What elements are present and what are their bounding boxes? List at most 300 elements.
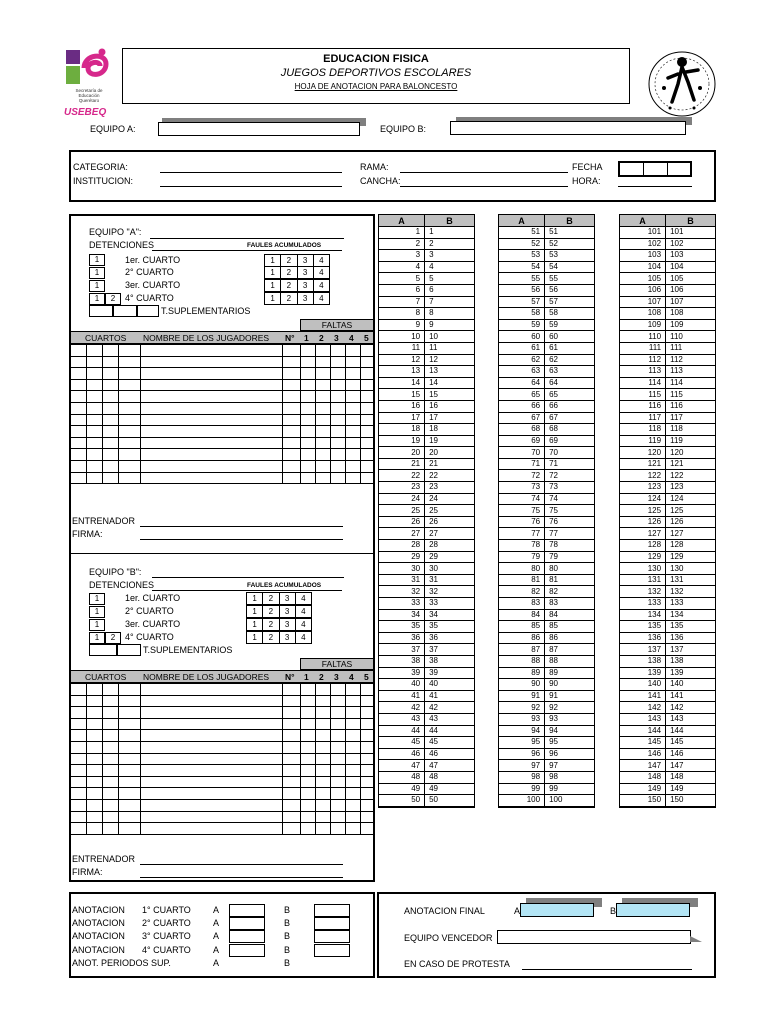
player-cell[interactable]: [316, 707, 331, 719]
player-cell[interactable]: [346, 823, 361, 835]
score-cell-a[interactable]: 73: [499, 482, 545, 494]
player-cell[interactable]: [103, 414, 119, 426]
score-cell-b[interactable]: 72: [545, 470, 594, 482]
score-cell-b[interactable]: 78: [545, 540, 594, 552]
score-cell-b[interactable]: 95: [545, 737, 594, 749]
score-cell-a[interactable]: 8: [379, 308, 425, 320]
foul-cell[interactable]: 3: [298, 267, 314, 278]
score-cell-b[interactable]: 14: [425, 377, 474, 389]
score-cell-a[interactable]: 60: [499, 331, 545, 343]
score-cell-b[interactable]: 74: [545, 493, 594, 505]
score-cell-b[interactable]: 91: [545, 690, 594, 702]
score-cell-a[interactable]: 144: [620, 725, 666, 737]
player-cell[interactable]: [141, 414, 283, 426]
player-cell[interactable]: [361, 460, 375, 472]
team-a-input[interactable]: [158, 122, 360, 136]
score-cell-a[interactable]: 2: [379, 238, 425, 250]
player-cell[interactable]: [71, 437, 87, 449]
score-cell-b[interactable]: 48: [425, 771, 474, 783]
score-cell-b[interactable]: 32: [425, 586, 474, 598]
score-cell-b[interactable]: 39: [425, 667, 474, 679]
score-cell-a[interactable]: 70: [499, 447, 545, 459]
player-cell[interactable]: [331, 426, 346, 438]
foul-cell[interactable]: 1: [247, 619, 263, 630]
score-cell-a[interactable]: 93: [499, 713, 545, 725]
score-cell-b[interactable]: 37: [425, 644, 474, 656]
score-cell-b[interactable]: 137: [666, 644, 715, 656]
score-cell-b[interactable]: 44: [425, 725, 474, 737]
final-a-input[interactable]: [520, 903, 594, 917]
player-cell[interactable]: [316, 823, 331, 835]
score-cell-a[interactable]: 109: [620, 319, 666, 331]
score-cell-b[interactable]: 28: [425, 540, 474, 552]
player-cell[interactable]: [316, 437, 331, 449]
player-cell[interactable]: [331, 788, 346, 800]
foul-cell[interactable]: 4: [319, 294, 324, 303]
player-cell[interactable]: [301, 345, 316, 357]
player-cell[interactable]: [87, 695, 103, 707]
player-cell[interactable]: [361, 695, 375, 707]
score-cell-b[interactable]: 19: [425, 435, 474, 447]
player-cell[interactable]: [283, 811, 301, 823]
score-cell-a[interactable]: 72: [499, 470, 545, 482]
score-cell-b[interactable]: 8: [425, 308, 474, 320]
score-cell-a[interactable]: 17: [379, 412, 425, 424]
player-cell[interactable]: [301, 449, 316, 461]
score-cell-b[interactable]: 58: [545, 308, 594, 320]
player-cell[interactable]: [87, 718, 103, 730]
foul-cell[interactable]: 3: [298, 293, 314, 304]
score-cell-b[interactable]: 47: [425, 760, 474, 772]
score-cell-b[interactable]: 22: [425, 470, 474, 482]
player-cell[interactable]: [103, 460, 119, 472]
player-cell[interactable]: [103, 368, 119, 380]
score-cell-a[interactable]: 18: [379, 424, 425, 436]
player-cell[interactable]: [361, 799, 375, 811]
player-cell[interactable]: [103, 811, 119, 823]
score-cell-a[interactable]: 39: [379, 667, 425, 679]
player-cell[interactable]: [119, 707, 141, 719]
score-cell-a[interactable]: 37: [379, 644, 425, 656]
score-cell-a[interactable]: 24: [379, 493, 425, 505]
score-cell-b[interactable]: 31: [425, 574, 474, 586]
score-cell-b[interactable]: 103: [666, 250, 715, 262]
score-cell-a[interactable]: 21: [379, 458, 425, 470]
player-cell[interactable]: [119, 460, 141, 472]
foul-cell[interactable]: 2: [281, 280, 297, 291]
player-cell[interactable]: [141, 460, 283, 472]
score-cell-a[interactable]: 76: [499, 516, 545, 528]
score-cell-b[interactable]: 16: [425, 400, 474, 412]
score-cell-a[interactable]: 133: [620, 598, 666, 610]
score-cell-a[interactable]: 87: [499, 644, 545, 656]
score-cell-a[interactable]: 35: [379, 621, 425, 633]
detention-box[interactable]: 1: [89, 606, 105, 618]
player-cell[interactable]: [301, 437, 316, 449]
player-cell[interactable]: [283, 741, 301, 753]
player-cell[interactable]: [119, 426, 141, 438]
score-cell-a[interactable]: 88: [499, 655, 545, 667]
player-cell[interactable]: [103, 776, 119, 788]
score-cell-a[interactable]: 50: [379, 795, 425, 807]
foul-cell[interactable]: 2: [281, 293, 297, 304]
player-cell[interactable]: [141, 449, 283, 461]
score-cell-b[interactable]: 114: [666, 377, 715, 389]
score-cell-a[interactable]: 3: [379, 250, 425, 262]
foul-row[interactable]: [246, 592, 312, 605]
score-cell-a[interactable]: 20: [379, 447, 425, 459]
player-cell[interactable]: [346, 695, 361, 707]
score-cell-a[interactable]: 31: [379, 574, 425, 586]
score-cell-b[interactable]: 43: [425, 713, 474, 725]
foul-cell[interactable]: 4: [319, 281, 324, 290]
score-cell-a[interactable]: 100: [499, 795, 545, 807]
score-cell-a[interactable]: 123: [620, 482, 666, 494]
player-cell[interactable]: [87, 788, 103, 800]
player-cell[interactable]: [87, 753, 103, 765]
player-cell[interactable]: [301, 776, 316, 788]
score-cell-a[interactable]: 65: [499, 389, 545, 401]
player-cell[interactable]: [87, 799, 103, 811]
player-cell[interactable]: [87, 402, 103, 414]
score-cell-a[interactable]: 42: [379, 702, 425, 714]
entrenador-field[interactable]: [140, 526, 343, 527]
score-cell-a[interactable]: 48: [379, 771, 425, 783]
score-cell-a[interactable]: 119: [620, 435, 666, 447]
player-cell[interactable]: [71, 753, 87, 765]
player-cell[interactable]: [119, 811, 141, 823]
quarter-score-b-input[interactable]: [314, 904, 350, 917]
score-cell-a[interactable]: 130: [620, 563, 666, 575]
score-cell-a[interactable]: 117: [620, 412, 666, 424]
player-cell[interactable]: [103, 741, 119, 753]
player-cell[interactable]: [301, 379, 316, 391]
score-column[interactable]: [378, 214, 475, 808]
player-cell[interactable]: [316, 391, 331, 403]
score-cell-a[interactable]: 106: [620, 284, 666, 296]
player-cell[interactable]: [301, 730, 316, 742]
score-cell-a[interactable]: 23: [379, 482, 425, 494]
score-cell-b[interactable]: 94: [545, 725, 594, 737]
player-cell[interactable]: [103, 391, 119, 403]
score-cell-b[interactable]: 81: [545, 574, 594, 586]
player-cell[interactable]: [283, 799, 301, 811]
score-cell-b[interactable]: 56: [545, 284, 594, 296]
player-cell[interactable]: [331, 707, 346, 719]
player-cell[interactable]: [103, 788, 119, 800]
score-cell-b[interactable]: 109: [666, 319, 715, 331]
player-cell[interactable]: [283, 823, 301, 835]
player-cell[interactable]: [141, 345, 283, 357]
player-cell[interactable]: [361, 730, 375, 742]
score-cell-b[interactable]: 38: [425, 655, 474, 667]
player-cell[interactable]: [119, 472, 141, 484]
hora-field[interactable]: [618, 186, 692, 187]
score-cell-b[interactable]: 6: [425, 284, 474, 296]
player-cell[interactable]: [71, 391, 87, 403]
score-cell-a[interactable]: 125: [620, 505, 666, 517]
player-cell[interactable]: [331, 741, 346, 753]
player-cell[interactable]: [316, 695, 331, 707]
score-cell-b[interactable]: 7: [425, 296, 474, 308]
player-cell[interactable]: [361, 811, 375, 823]
score-cell-b[interactable]: 145: [666, 737, 715, 749]
player-cell[interactable]: [346, 799, 361, 811]
player-cell[interactable]: [331, 345, 346, 357]
player-cell[interactable]: [87, 449, 103, 461]
player-cell[interactable]: [119, 753, 141, 765]
player-cell[interactable]: [331, 753, 346, 765]
score-cell-b[interactable]: 53: [545, 250, 594, 262]
player-cell[interactable]: [346, 379, 361, 391]
score-cell-a[interactable]: 56: [499, 284, 545, 296]
score-cell-b[interactable]: 27: [425, 528, 474, 540]
player-cell[interactable]: [119, 799, 141, 811]
score-cell-a[interactable]: 94: [499, 725, 545, 737]
score-cell-b[interactable]: 134: [666, 609, 715, 621]
detention-box[interactable]: 1: [89, 632, 105, 644]
score-cell-a[interactable]: 51: [499, 227, 545, 239]
score-cell-a[interactable]: 141: [620, 690, 666, 702]
player-cell[interactable]: [87, 426, 103, 438]
score-cell-a[interactable]: 74: [499, 493, 545, 505]
foul-cell[interactable]: 1: [247, 632, 263, 643]
score-cell-a[interactable]: 147: [620, 760, 666, 772]
player-cell[interactable]: [87, 472, 103, 484]
score-cell-b[interactable]: 60: [545, 331, 594, 343]
player-cell[interactable]: [283, 391, 301, 403]
score-cell-b[interactable]: 117: [666, 412, 715, 424]
score-cell-b[interactable]: 66: [545, 400, 594, 412]
foul-row[interactable]: [264, 266, 330, 279]
vencedor-input[interactable]: [497, 930, 691, 944]
foul-cell[interactable]: 3: [280, 593, 296, 604]
score-cell-a[interactable]: 111: [620, 342, 666, 354]
player-cell[interactable]: [316, 368, 331, 380]
score-cell-a[interactable]: 12: [379, 354, 425, 366]
player-cell[interactable]: [87, 414, 103, 426]
player-cell[interactable]: [103, 730, 119, 742]
score-cell-a[interactable]: 16: [379, 400, 425, 412]
player-cell[interactable]: [301, 356, 316, 368]
score-cell-b[interactable]: 96: [545, 748, 594, 760]
score-cell-a[interactable]: 127: [620, 528, 666, 540]
score-cell-b[interactable]: 143: [666, 713, 715, 725]
player-cell[interactable]: [331, 437, 346, 449]
score-cell-b[interactable]: 102: [666, 238, 715, 250]
score-cell-b[interactable]: 62: [545, 354, 594, 366]
score-cell-b[interactable]: 144: [666, 725, 715, 737]
player-cell[interactable]: [103, 345, 119, 357]
player-cell[interactable]: [346, 811, 361, 823]
player-cell[interactable]: [361, 426, 375, 438]
score-cell-a[interactable]: 128: [620, 540, 666, 552]
player-cell[interactable]: [119, 765, 141, 777]
score-cell-b[interactable]: 80: [545, 563, 594, 575]
score-cell-b[interactable]: 15: [425, 389, 474, 401]
player-cell[interactable]: [361, 684, 375, 696]
score-cell-b[interactable]: 61: [545, 342, 594, 354]
player-cell[interactable]: [71, 730, 87, 742]
score-cell-a[interactable]: 132: [620, 586, 666, 598]
team-b-input[interactable]: [450, 121, 686, 135]
score-cell-b[interactable]: 150: [666, 795, 715, 807]
score-cell-b[interactable]: 110: [666, 331, 715, 343]
score-cell-b[interactable]: 127: [666, 528, 715, 540]
score-cell-b[interactable]: 124: [666, 493, 715, 505]
player-cell[interactable]: [71, 460, 87, 472]
player-cell[interactable]: [103, 695, 119, 707]
score-cell-b[interactable]: 97: [545, 760, 594, 772]
score-cell-b[interactable]: 128: [666, 540, 715, 552]
score-cell-b[interactable]: 149: [666, 783, 715, 795]
player-cell[interactable]: [346, 472, 361, 484]
player-cell[interactable]: [316, 799, 331, 811]
score-cell-b[interactable]: 26: [425, 516, 474, 528]
player-cell[interactable]: [331, 379, 346, 391]
player-cell[interactable]: [87, 684, 103, 696]
score-cell-b[interactable]: 104: [666, 261, 715, 273]
score-cell-a[interactable]: 19: [379, 435, 425, 447]
score-cell-a[interactable]: 112: [620, 354, 666, 366]
score-cell-b[interactable]: 101: [666, 227, 715, 239]
player-cell[interactable]: [331, 695, 346, 707]
detention-box[interactable]: 1: [89, 619, 105, 631]
score-cell-a[interactable]: 47: [379, 760, 425, 772]
score-cell-a[interactable]: 121: [620, 458, 666, 470]
player-cell[interactable]: [346, 707, 361, 719]
score-cell-b[interactable]: 132: [666, 586, 715, 598]
detention-box[interactable]: 1: [89, 593, 105, 605]
score-cell-b[interactable]: 29: [425, 551, 474, 563]
player-cell[interactable]: [119, 414, 141, 426]
score-cell-a[interactable]: 68: [499, 424, 545, 436]
player-cell[interactable]: [316, 788, 331, 800]
score-cell-a[interactable]: 138: [620, 655, 666, 667]
score-cell-a[interactable]: 64: [499, 377, 545, 389]
score-cell-b[interactable]: 113: [666, 366, 715, 378]
score-cell-b[interactable]: 98: [545, 771, 594, 783]
player-cell[interactable]: [331, 391, 346, 403]
player-cell[interactable]: [141, 368, 283, 380]
score-cell-a[interactable]: 22: [379, 470, 425, 482]
score-cell-a[interactable]: 86: [499, 632, 545, 644]
player-cell[interactable]: [361, 414, 375, 426]
score-cell-b[interactable]: 119: [666, 435, 715, 447]
player-cell[interactable]: [316, 684, 331, 696]
score-cell-b[interactable]: 141: [666, 690, 715, 702]
suplementarios-box[interactable]: [89, 644, 117, 656]
player-cell[interactable]: [283, 788, 301, 800]
player-cell[interactable]: [87, 356, 103, 368]
score-cell-a[interactable]: 75: [499, 505, 545, 517]
player-cell[interactable]: [87, 811, 103, 823]
score-cell-b[interactable]: 50: [425, 795, 474, 807]
firma-field[interactable]: [140, 877, 343, 878]
score-cell-a[interactable]: 139: [620, 667, 666, 679]
foul-cell[interactable]: 4: [319, 256, 324, 265]
player-cell[interactable]: [316, 811, 331, 823]
player-cell[interactable]: [141, 472, 283, 484]
score-cell-a[interactable]: 59: [499, 319, 545, 331]
player-cell[interactable]: [87, 437, 103, 449]
player-cell[interactable]: [71, 379, 87, 391]
player-cell[interactable]: [103, 753, 119, 765]
player-cell[interactable]: [283, 776, 301, 788]
player-cell[interactable]: [361, 788, 375, 800]
score-cell-b[interactable]: 67: [545, 412, 594, 424]
foul-cell[interactable]: 3: [280, 619, 296, 630]
score-cell-b[interactable]: 49: [425, 783, 474, 795]
player-cell[interactable]: [119, 823, 141, 835]
categoria-field[interactable]: [160, 172, 342, 173]
player-cell[interactable]: [87, 379, 103, 391]
score-cell-b[interactable]: 2: [425, 238, 474, 250]
player-cell[interactable]: [331, 684, 346, 696]
player-cell[interactable]: [103, 379, 119, 391]
player-cell[interactable]: [316, 472, 331, 484]
score-cell-b[interactable]: 40: [425, 679, 474, 691]
score-cell-a[interactable]: 27: [379, 528, 425, 540]
score-cell-a[interactable]: 1: [379, 227, 425, 239]
score-cell-b[interactable]: 24: [425, 493, 474, 505]
score-cell-b[interactable]: 147: [666, 760, 715, 772]
score-cell-b[interactable]: 123: [666, 482, 715, 494]
player-cell[interactable]: [346, 345, 361, 357]
player-cell[interactable]: [119, 776, 141, 788]
foul-cell[interactable]: 2: [281, 255, 297, 266]
score-cell-a[interactable]: 54: [499, 261, 545, 273]
score-cell-b[interactable]: 73: [545, 482, 594, 494]
score-column[interactable]: [619, 214, 716, 808]
score-cell-b[interactable]: 34: [425, 609, 474, 621]
quarter-score-a-input[interactable]: [229, 930, 265, 943]
score-cell-a[interactable]: 69: [499, 435, 545, 447]
score-cell-b[interactable]: 9: [425, 319, 474, 331]
player-cell[interactable]: [331, 449, 346, 461]
score-cell-b[interactable]: 136: [666, 632, 715, 644]
player-cell[interactable]: [141, 437, 283, 449]
score-cell-b[interactable]: 83: [545, 598, 594, 610]
score-cell-b[interactable]: 41: [425, 690, 474, 702]
player-cell[interactable]: [346, 368, 361, 380]
player-cell[interactable]: [141, 391, 283, 403]
suplementarios-box[interactable]: [137, 305, 159, 317]
player-cell[interactable]: [71, 449, 87, 461]
player-cell[interactable]: [361, 449, 375, 461]
player-cell[interactable]: [119, 345, 141, 357]
player-cell[interactable]: [301, 402, 316, 414]
score-cell-b[interactable]: 111: [666, 342, 715, 354]
player-cell[interactable]: [331, 799, 346, 811]
player-cell[interactable]: [331, 460, 346, 472]
fecha-field[interactable]: [618, 161, 692, 177]
player-cell[interactable]: [331, 765, 346, 777]
score-cell-a[interactable]: 120: [620, 447, 666, 459]
player-cell[interactable]: [331, 368, 346, 380]
score-cell-b[interactable]: 130: [666, 563, 715, 575]
score-cell-a[interactable]: 32: [379, 586, 425, 598]
player-cell[interactable]: [283, 695, 301, 707]
score-cell-b[interactable]: 121: [666, 458, 715, 470]
score-cell-a[interactable]: 63: [499, 366, 545, 378]
score-cell-b[interactable]: 36: [425, 632, 474, 644]
score-cell-a[interactable]: 55: [499, 273, 545, 285]
detention-box[interactable]: 1: [89, 254, 105, 266]
foul-cell[interactable]: 4: [301, 594, 306, 603]
score-cell-b[interactable]: 112: [666, 354, 715, 366]
player-cell[interactable]: [141, 799, 283, 811]
